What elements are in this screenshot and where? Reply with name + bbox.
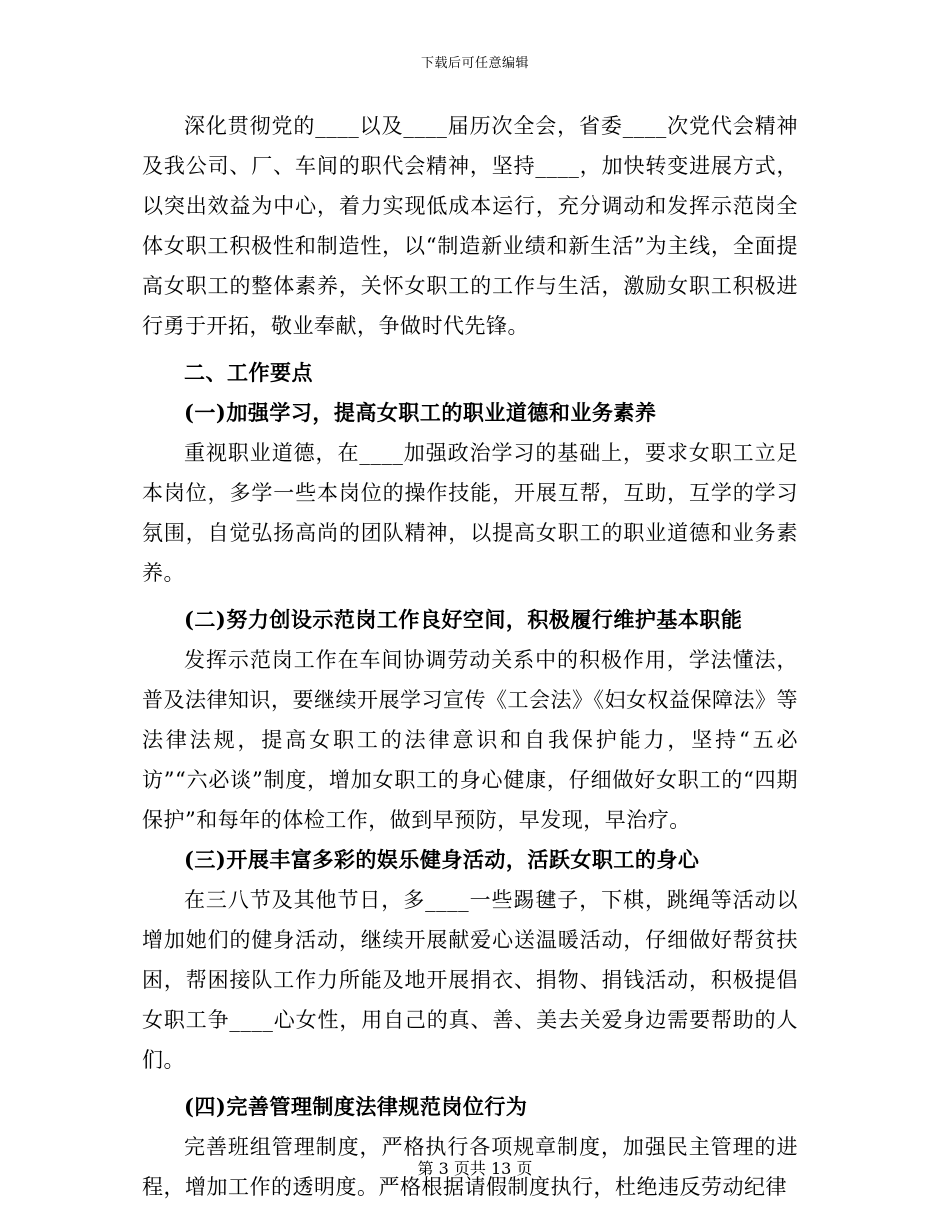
subheading-1: (一)加强学习，提高女职工的职业道德和业务素养	[184, 400, 657, 425]
page-number: 第 3 页共 13 页	[417, 1159, 533, 1178]
page-header: 下载后可任意编辑	[420, 56, 529, 71]
paragraph-4: 完善班组管理制度，严格执行各项规章制度，加强民主管理的进程，增加工作的透明度。严格根据请假制度执行，杜绝违反劳动纪律	[142, 1135, 798, 1199]
subheading-2: (二)努力创设示范岗工作良好空间，积极履行维护基本职能	[184, 607, 743, 632]
subheading-3: (三)开展丰富多彩的娱乐健身活动，活跃女职工的身心	[184, 847, 700, 872]
subheading-4: (四)完善管理制度法律规范岗位行为	[184, 1094, 528, 1119]
paragraph-intro: 深化贯彻党的____以及____届历次全会，省委____次党代会精神及我公司、厂、车间的职代会精神，坚持____，加快转变进展方式，以突出效益为中心，着力实现低成本运行，充分调动和发挥示范岗全体女职工积极性和制造性，以“制造新业绩和新生活”为主线，全面提高女职工的整体素养，关怀女职工的工作与生活，激励女职工积极进行勇于开拓，敬业奉献，争做时代先锋。	[142, 114, 798, 338]
paragraph-3: 在三八节及其他节日，多____一些踢毽子，下棋，跳绳等活动以增加她们的健身活动，继续开展献爱心送温暖活动，仔细做好帮贫扶困，帮困接队工作力所能及地开展捐衣、捐物、捐钱活动，积极提倡女职工争____心女性，用自己的真、善、美去关爱身边需要帮助的人们。	[142, 888, 798, 1072]
document-body	[142, 106, 798, 1207]
section-heading-work-points: 二、工作要点	[184, 360, 313, 385]
paragraph-2: 发挥示范岗工作在车间协调劳动关系中的积极作用，学法懂法，普及法律知识，要继续开展学习宣传《工会法》《妇女权益保障法》等法律法规，提高女职工的法律意识和自我保护能力，坚持“五必访”“六必谈”制度，增加女职工的身心健康，仔细做好女职工的“四期保护”和每年的体检工作，做到早预防，早发现，早治疗。	[142, 648, 798, 832]
paragraph-1: 重视职业道德，在____加强政治学习的基础上，要求女职工立足本岗位，多学一些本岗位的操作技能，开展互帮，互助，互学的学习氛围，自觉弘扬高尚的团队精神，以提高女职工的职业道德和业务素养。	[142, 441, 798, 585]
